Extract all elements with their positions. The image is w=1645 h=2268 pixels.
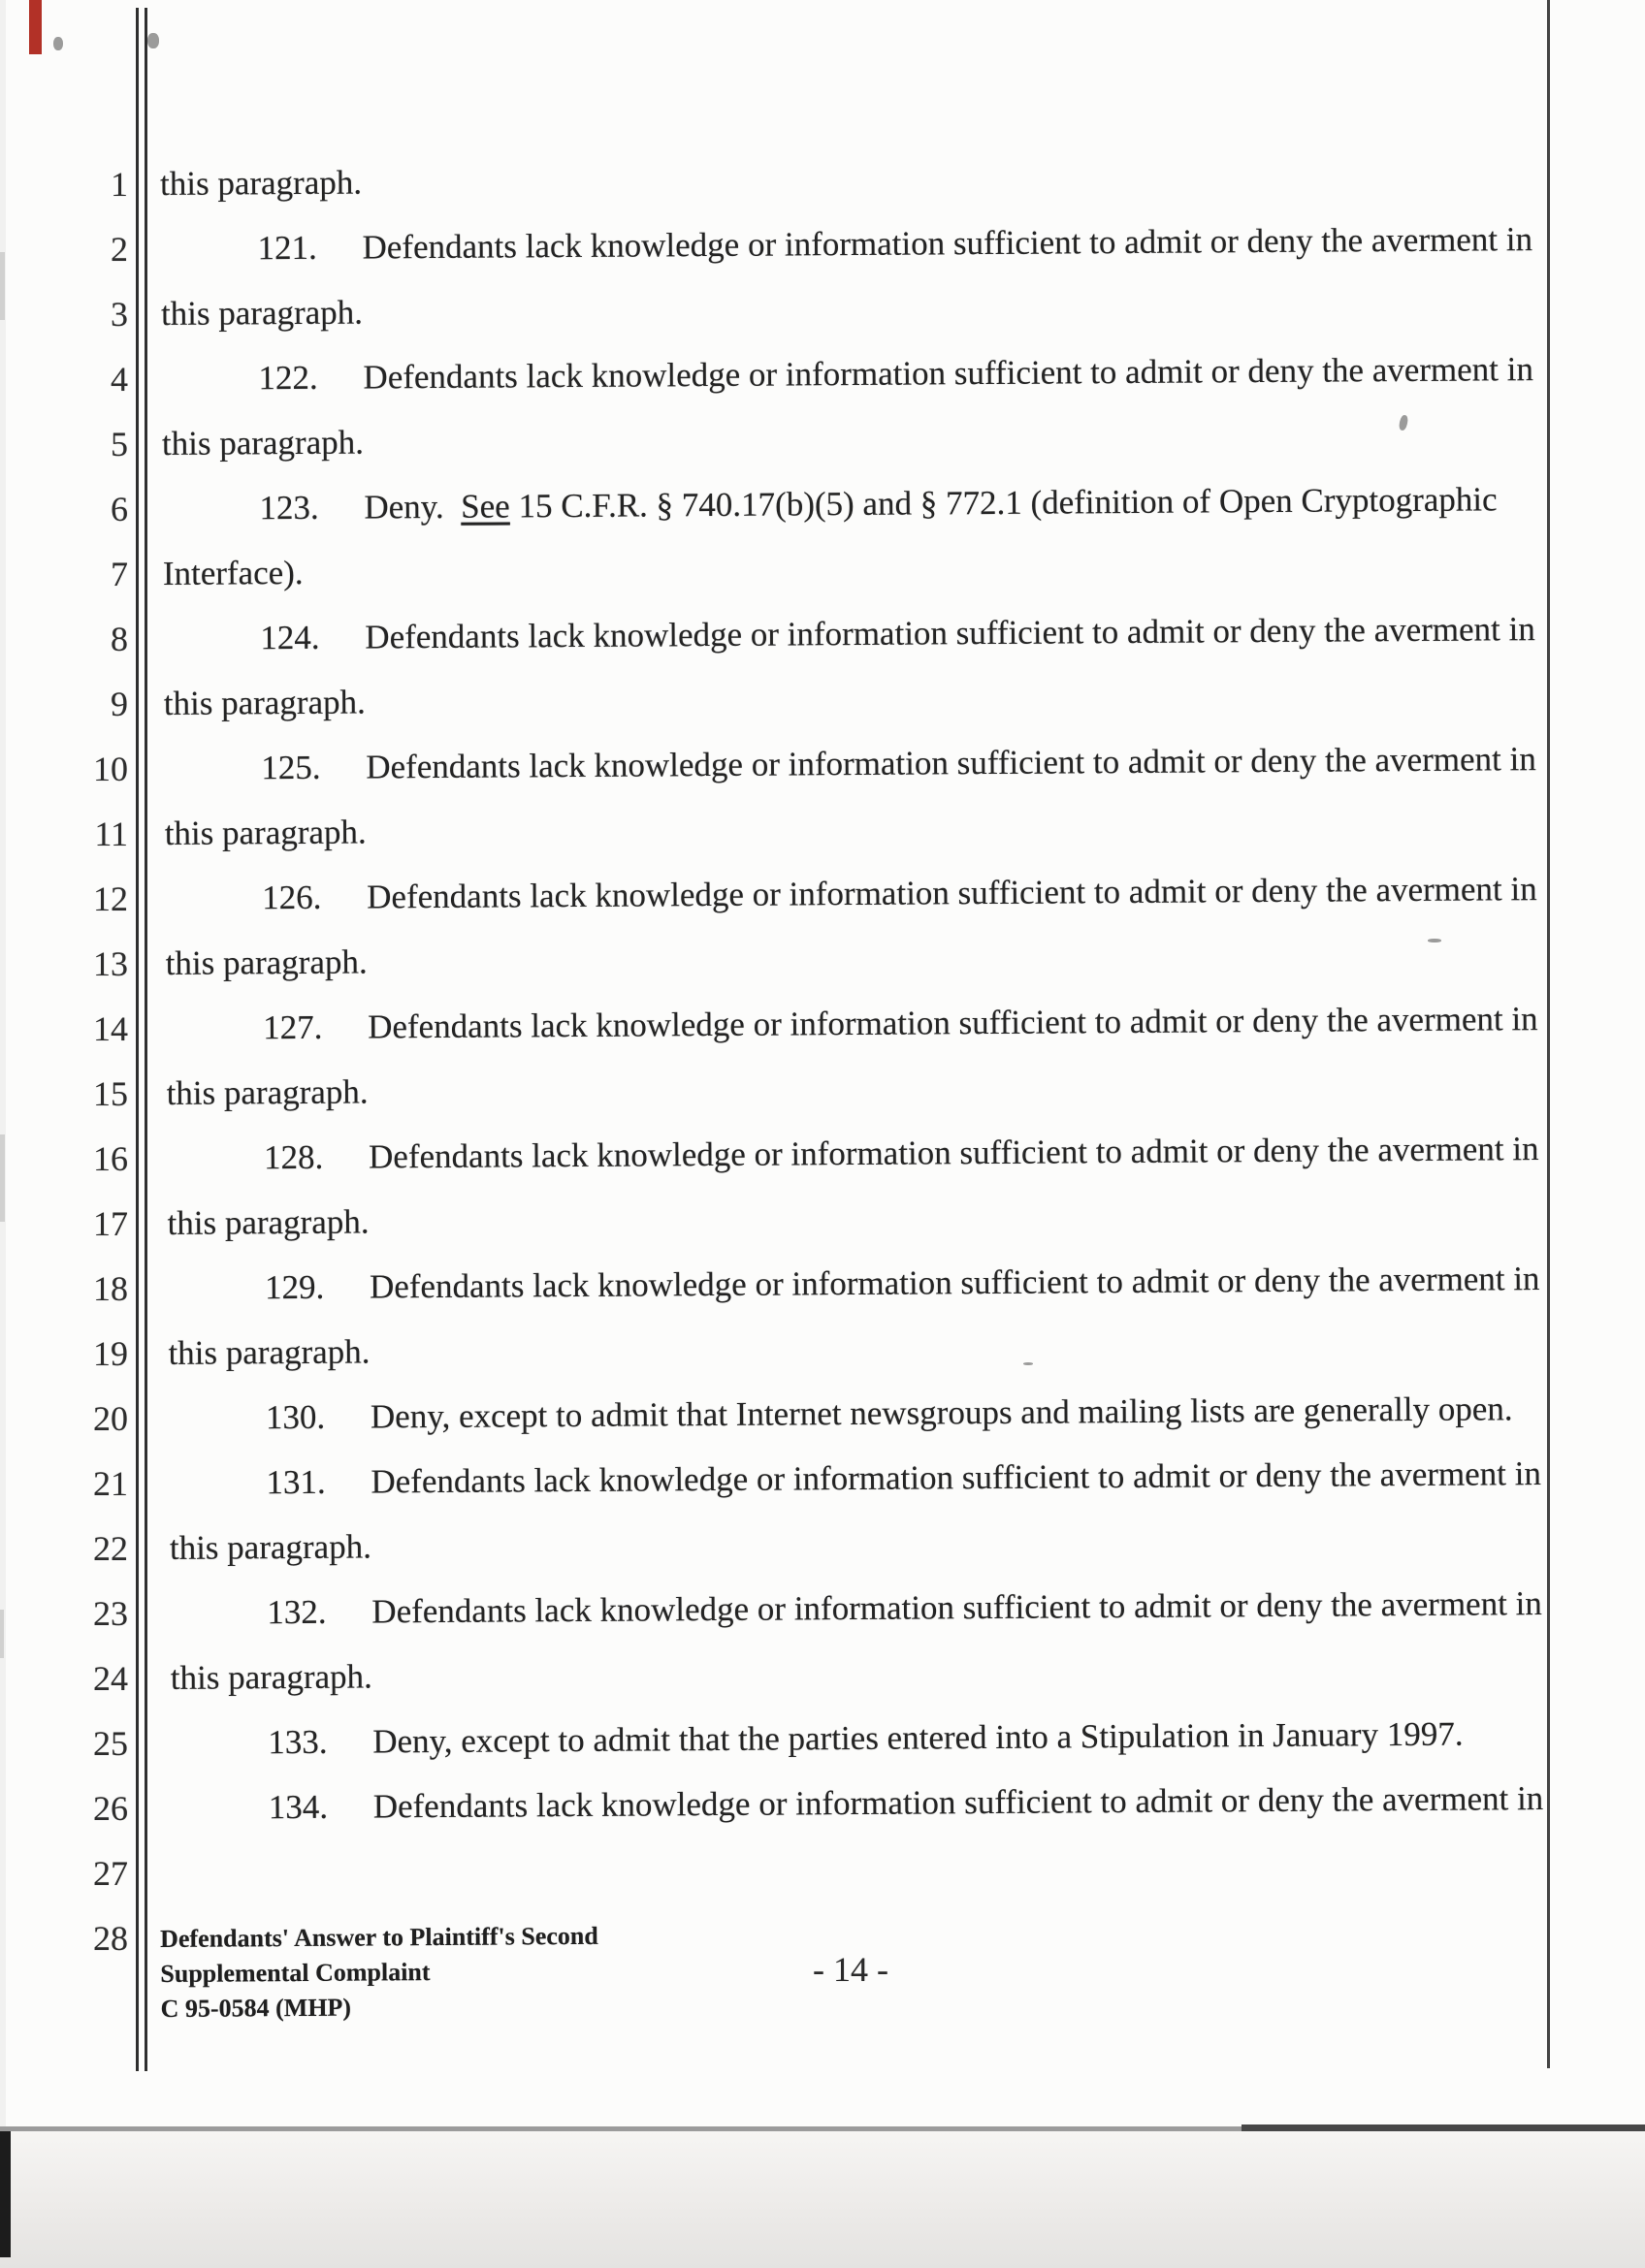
paragraph-number: 126. — [262, 878, 322, 917]
line-number: 15 — [93, 1074, 128, 1113]
footer-case-title-line2: Supplemental Complaint — [160, 1958, 431, 1988]
continuation-line — [165, 800, 1600, 858]
line-number: 5 — [111, 425, 128, 463]
paragraph-line — [160, 214, 1645, 273]
line-number: 3 — [111, 295, 128, 334]
continuation-line — [162, 410, 1597, 468]
paragraph-line — [171, 1709, 1645, 1768]
line-text: Deny, except to admit that Internet newsgroups and mailing lists are generally open. — [370, 1390, 1513, 1436]
line-text: Defendants lack knowledge or information sufficient to admit or deny the averment in — [369, 1260, 1540, 1306]
line-text: this paragraph. — [169, 1527, 372, 1567]
line-number: 19 — [93, 1334, 128, 1373]
scan-smudge — [0, 1610, 4, 1658]
line-number: 7 — [111, 555, 128, 593]
paragraph-line — [167, 1124, 1645, 1183]
line-number: 25 — [93, 1724, 128, 1763]
line-number: 17 — [93, 1204, 128, 1243]
paragraph-number: 133. — [268, 1722, 328, 1762]
paragraph-line — [162, 474, 1645, 533]
line-text: this paragraph. — [159, 163, 363, 203]
line-number: 18 — [93, 1269, 128, 1308]
underlined-citation-text: See — [461, 487, 510, 526]
line-number: 20 — [93, 1399, 128, 1438]
continuation-line — [166, 930, 1601, 988]
paragraph-line — [169, 1384, 1645, 1443]
continuation-line — [160, 150, 1596, 208]
paragraph-line — [164, 734, 1645, 793]
paragraph-line — [163, 604, 1645, 663]
continuation-line — [171, 1645, 1606, 1703]
line-number: 23 — [93, 1594, 128, 1633]
paragraph-line — [170, 1579, 1645, 1638]
line-text: Defendants lack knowledge or information sufficient to admit or deny the averment in — [368, 1000, 1538, 1046]
paragraph-number: 124. — [260, 618, 320, 657]
line-text: Defendants lack knowledge or information sufficient to admit or deny the averment in — [371, 1584, 1542, 1631]
line-number: 11 — [94, 815, 128, 853]
line-number: 12 — [93, 879, 128, 918]
continuation-line — [168, 1320, 1603, 1378]
line-text: 15 C.F.R. § 740.17(b)(5) and § 772.1 (definition of Open Cryptographic — [509, 480, 1498, 526]
paragraph-number: 128. — [263, 1137, 324, 1177]
paragraph-line — [166, 994, 1645, 1053]
line-number: 9 — [111, 685, 128, 723]
continuation-line — [164, 670, 1599, 728]
line-text: this paragraph. — [165, 942, 368, 982]
paragraph-line — [169, 1449, 1645, 1508]
line-number: 21 — [93, 1464, 128, 1503]
scan-corner-bar — [0, 2131, 11, 2257]
paragraph-number: 132. — [267, 1592, 327, 1632]
line-text: this paragraph. — [163, 683, 366, 722]
line-text: Interface). — [162, 553, 304, 592]
paragraph-line — [165, 864, 1645, 923]
paragraph-line — [161, 344, 1645, 403]
footer-case-number: C 95-0584 (MHP) — [160, 1993, 352, 2023]
paragraph-number: 134. — [268, 1787, 329, 1827]
line-number: 22 — [93, 1529, 128, 1568]
paragraph-number: 130. — [265, 1397, 326, 1437]
line-text: Defendants lack knowledge or information sufficient to admit or deny the averment in — [367, 870, 1537, 916]
scan-platen-area — [0, 2131, 1645, 2268]
line-text: Defendants lack knowledge or information sufficient to admit or deny the averment in — [362, 220, 1533, 267]
line-number: 24 — [93, 1659, 128, 1698]
line-text: Defendants lack knowledge or information sufficient to admit or deny the averment in — [365, 610, 1535, 656]
continuation-line — [163, 540, 1598, 598]
paragraph-number: 123. — [259, 488, 319, 527]
line-text: this paragraph. — [160, 293, 364, 333]
line-number: 8 — [111, 620, 128, 658]
paragraph-number: 125. — [261, 748, 321, 787]
line-text: Defendants lack knowledge or information sufficient to admit or deny the averment in — [372, 1779, 1544, 1826]
line-number: 6 — [111, 490, 128, 528]
scan-smudge — [0, 1134, 5, 1222]
line-text: Defendants lack knowledge or information sufficient to admit or deny the averment in — [368, 1130, 1539, 1176]
line-text: Defendants lack knowledge or information sufficient to admit or deny the averment in — [366, 740, 1536, 786]
continuation-line — [161, 280, 1597, 338]
line-number: 14 — [93, 1009, 128, 1048]
line-number: 10 — [93, 750, 128, 788]
continuation-line — [167, 1190, 1602, 1248]
line-text: Deny. — [364, 487, 462, 527]
line-number: 1 — [111, 165, 128, 204]
line-text: Defendants lack knowledge or information sufficient to admit or deny the averment in — [363, 350, 1534, 397]
line-number: 16 — [93, 1139, 128, 1178]
line-number: 26 — [93, 1789, 128, 1828]
line-text: this paragraph. — [164, 813, 367, 852]
paragraph-number: 121. — [257, 228, 317, 268]
line-number: 13 — [93, 944, 128, 983]
line-text: Deny, except to admit that the parties entered into a Stipulation in January 1997. — [372, 1714, 1464, 1761]
line-text: this paragraph. — [166, 1072, 369, 1112]
line-text: this paragraph. — [161, 423, 365, 463]
paragraph-number: 131. — [266, 1462, 326, 1502]
footer-case-caption — [160, 1917, 840, 2027]
footer-page-number: - 14 - — [813, 1950, 888, 1989]
paragraph-number: 127. — [263, 1007, 323, 1047]
line-text: Defendants lack knowledge or information sufficient to admit or deny the averment in — [371, 1454, 1542, 1501]
line-number: 4 — [111, 360, 128, 399]
footer-case-title-line1: Defendants' Answer to Plaintiff's Second — [160, 1921, 598, 1953]
line-text: this paragraph. — [170, 1657, 372, 1697]
line-text: this paragraph. — [168, 1332, 371, 1372]
line-number: 28 — [93, 1919, 128, 1958]
paragraph-line — [172, 1773, 1645, 1833]
paragraph-number: 122. — [258, 358, 318, 398]
line-number: 2 — [111, 230, 128, 269]
continuation-line — [170, 1515, 1605, 1573]
line-text: this paragraph. — [167, 1202, 370, 1242]
continuation-line — [166, 1060, 1601, 1118]
paragraph-number: 129. — [264, 1267, 325, 1307]
paragraph-line — [168, 1254, 1645, 1313]
line-number: 27 — [93, 1854, 128, 1893]
